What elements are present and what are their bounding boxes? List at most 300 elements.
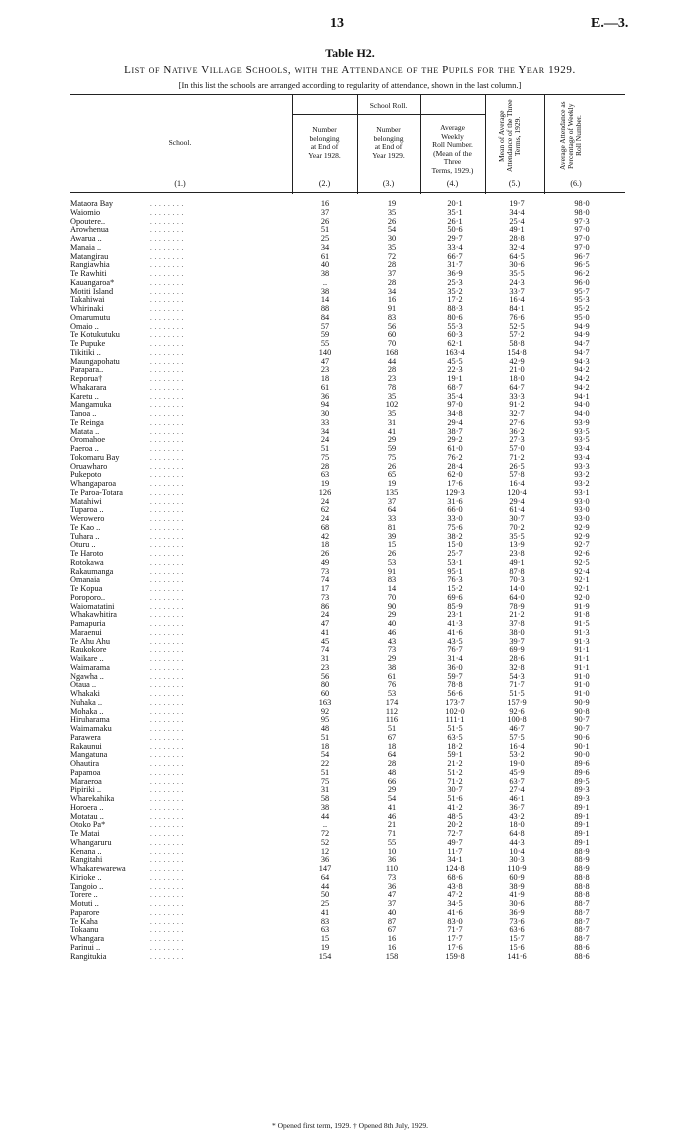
avg-weekly-roll: 53·1 (447, 557, 463, 567)
mean-attendance: 38·9 (509, 881, 525, 891)
table-row (70, 603, 630, 612)
school-name: Mataora Bay (70, 199, 114, 208)
table-row (70, 673, 630, 682)
avg-weekly-roll: 22·3 (447, 365, 463, 375)
roll-1928: 74 (320, 645, 330, 655)
table-row (70, 769, 630, 778)
mean-attendance: 34·4 (509, 207, 525, 217)
mean-attendance: 57·8 (509, 470, 525, 480)
avg-weekly-roll: 20·2 (447, 820, 463, 830)
roll-1928: 126 (318, 487, 332, 497)
roll-1929: 76 (387, 680, 397, 690)
leader-dots: . . . . . . . . (150, 453, 184, 462)
attendance-percent: 89·1 (574, 829, 590, 838)
roll-1929: 53 (387, 689, 397, 698)
mean-attendance: 70·2 (509, 522, 525, 532)
roll-1929: 66 (387, 776, 397, 786)
leader-dots: . . . . . . . . (150, 357, 184, 366)
leader-dots: . . . . . . . . (150, 926, 184, 935)
mean-attendance: 141·6 (507, 951, 527, 961)
mean-attendance: 21·2 (509, 610, 525, 620)
header-col3: Number belonging at End of Year 1929. (372, 125, 405, 160)
avg-weekly-roll: 66·0 (447, 505, 463, 515)
mean-attendance: 49·1 (509, 557, 525, 567)
table-row (70, 655, 630, 664)
school-name: Poroporo.. (70, 592, 106, 602)
school-name: Pipiriki .. (70, 785, 102, 795)
attendance-percent: 91·8 (574, 610, 590, 620)
table-row (70, 506, 630, 515)
table-row (70, 366, 630, 375)
roll-1929: 91 (387, 304, 397, 313)
roll-1929: 18 (387, 741, 397, 751)
table-row (70, 830, 630, 839)
roll-1929: 28 (387, 759, 397, 768)
roll-1929: 46 (387, 811, 397, 821)
leader-dots: . . . . . . . . (150, 725, 184, 733)
attendance-percent: 94·3 (574, 356, 590, 366)
roll-1929: 16 (387, 942, 397, 952)
leader-dots: . . . . . . . . (150, 348, 184, 357)
roll-1929: 16 (387, 295, 397, 305)
avg-weekly-roll: 111·1 (445, 715, 465, 725)
school-name: Te Rawhiti (70, 269, 107, 278)
avg-weekly-roll: 11·7 (447, 846, 463, 856)
table-row (70, 848, 630, 857)
avg-weekly-roll: 62·1 (447, 339, 463, 348)
attendance-percent: 89·5 (574, 776, 590, 786)
school-name: Awarua .. (70, 234, 102, 243)
leader-dots: . . . . . . . . (150, 340, 184, 348)
roll-1928: 28 (320, 461, 330, 471)
roll-1928: 31 (320, 654, 330, 663)
avg-weekly-roll: 102·0 (445, 706, 465, 716)
roll-1928: 38 (320, 269, 330, 278)
school-name: Werowero (70, 514, 105, 523)
school-name: Ngawha .. (70, 671, 104, 681)
roll-1929: 67 (387, 925, 397, 935)
avg-weekly-roll: 17·2 (447, 295, 463, 305)
attendance-percent: 90·9 (574, 697, 590, 707)
avg-weekly-roll: 124·8 (445, 864, 465, 873)
school-name: Oromahoe (70, 435, 106, 445)
attendance-percent: 91·3 (574, 636, 590, 646)
roll-1929: 67 (387, 732, 397, 742)
avg-weekly-roll: 17·7 (447, 934, 463, 943)
table-row (70, 699, 630, 708)
roll-1928: 14 (320, 295, 330, 305)
roll-1928: 60 (320, 689, 330, 698)
mean-attendance: 33·7 (509, 286, 525, 296)
attendance-percent: 89·1 (574, 802, 590, 812)
avg-weekly-roll: 88·3 (447, 304, 463, 313)
leader-dots: . . . . . . . . (150, 917, 184, 926)
attendance-percent: 97·0 (574, 225, 590, 235)
roll-1928: 38 (320, 286, 330, 296)
roll-1928: 94 (320, 400, 330, 410)
table-row (70, 218, 630, 227)
col-number: (4.) (446, 179, 459, 188)
table-row (70, 620, 630, 629)
attendance-percent: 88·9 (574, 846, 590, 856)
leader-dots: . . . . . . . . (150, 445, 184, 453)
table-row (70, 751, 630, 760)
roll-1928: 58 (320, 794, 330, 803)
school-name: Parinui .. (70, 942, 101, 952)
roll-1928: 62 (320, 505, 330, 515)
school-name: Nuhaka .. (70, 697, 103, 707)
roll-1929: 64 (387, 505, 397, 515)
roll-1928: 154 (318, 951, 332, 961)
school-name: Whangara (70, 934, 105, 943)
leader-dots: . . . . . . . . (150, 620, 184, 628)
attendance-percent: 89·6 (574, 767, 590, 777)
attendance-percent: 92·0 (574, 592, 590, 602)
roll-1928: 51 (320, 732, 330, 742)
leader-dots: . . . . . . . . (150, 383, 184, 392)
school-name: Mangamuka (70, 400, 112, 410)
school-name: Parawera (70, 732, 101, 742)
table-row (70, 270, 630, 279)
leader-dots: . . . . . . . . (150, 908, 184, 917)
mean-attendance: 25·4 (509, 216, 525, 226)
roll-1929: 87 (387, 916, 397, 926)
attendance-percent: 96·5 (574, 260, 590, 270)
attendance-percent: 89·1 (574, 811, 590, 821)
avg-weekly-roll: 76·7 (447, 645, 463, 655)
avg-weekly-roll: 19·1 (447, 374, 463, 383)
leader-dots: . . . . . . . . (150, 296, 184, 305)
school-name: Te Kaha (70, 916, 98, 926)
mean-attendance: 19·7 (509, 199, 525, 208)
table-row (70, 515, 630, 524)
roll-1928: 73 (320, 592, 330, 602)
avg-weekly-roll: 51·5 (447, 724, 463, 733)
roll-1929: 116 (385, 715, 399, 725)
school-name: Rotokawa (70, 557, 104, 567)
school-name: Parapara.. (70, 365, 104, 375)
table-row (70, 288, 630, 297)
leader-dots: . . . . . . . . (150, 252, 184, 261)
roll-1928: 38 (320, 802, 330, 812)
roll-1929: 36 (387, 881, 397, 891)
roll-1929: 26 (387, 216, 397, 226)
avg-weekly-roll: 76·3 (447, 575, 463, 585)
leader-dots: . . . . . . . . (150, 471, 184, 480)
roll-1929: 43 (387, 636, 397, 646)
mean-attendance: 71·7 (509, 680, 525, 690)
attendance-percent: 92·7 (574, 540, 590, 550)
leader-dots: . . . . . . . . (150, 690, 184, 698)
roll-1929: 28 (387, 260, 397, 270)
leader-dots: . . . . . . . . (150, 742, 184, 751)
attendance-percent: 97·3 (574, 216, 590, 226)
leader-dots: . . . . . . . . (150, 707, 184, 716)
table-row (70, 856, 630, 865)
roll-1929: 83 (387, 575, 397, 585)
roll-1928: 75 (320, 776, 330, 786)
leader-dots: . . . . . . . . (150, 935, 184, 943)
school-name: Matata .. (70, 426, 100, 436)
avg-weekly-roll: 34·5 (447, 899, 463, 908)
leader-dots: . . . . . . . . (150, 637, 184, 646)
leader-dots: . . . . . . . . (150, 943, 184, 952)
attendance-percent: 88·8 (574, 872, 590, 882)
roll-1928: 51 (320, 225, 330, 235)
mean-attendance: 70·3 (509, 575, 525, 585)
attendance-percent: 88·9 (574, 855, 590, 865)
avg-weekly-roll: 36·0 (447, 662, 463, 672)
table-row (70, 629, 630, 638)
avg-weekly-roll: 61·0 (447, 444, 463, 453)
avg-weekly-roll: 34·1 (447, 855, 463, 865)
roll-1928: 84 (320, 312, 330, 322)
leader-dots: . . . . . . . . (150, 751, 184, 760)
roll-1929: 29 (387, 610, 397, 620)
roll-1928: 147 (318, 864, 332, 873)
attendance-percent: 90·6 (574, 732, 590, 742)
avg-weekly-roll: 63·5 (447, 732, 463, 742)
footnote: * Opened first term, 1929. † Opened 8th July, 1929. (272, 1121, 428, 1130)
avg-weekly-roll: 62·0 (447, 470, 463, 480)
leader-dots: . . . . . . . . (150, 830, 184, 838)
table-row (70, 690, 630, 699)
mean-attendance: 92·6 (509, 706, 525, 716)
mean-attendance: 51·5 (509, 689, 525, 698)
table-row (70, 445, 630, 454)
table-row (70, 498, 630, 507)
school-name: Maraenui (70, 627, 102, 637)
school-name: Horoera .. (70, 802, 104, 812)
leader-dots: . . . . . . . . (150, 392, 184, 401)
leader-dots: . . . . . . . . (150, 576, 184, 585)
roll-1928: 80 (320, 680, 330, 690)
roll-1929: 23 (387, 374, 397, 383)
attendance-percent: 96·0 (574, 277, 590, 287)
roll-1928: 59 (320, 330, 330, 340)
avg-weekly-roll: 41·6 (447, 907, 463, 917)
school-name: Oruawharo (70, 461, 108, 471)
roll-1929: 54 (387, 225, 397, 235)
col-number: (1.) (174, 179, 186, 188)
mean-attendance: 49·1 (509, 225, 525, 235)
table-row (70, 209, 630, 218)
roll-1929: 60 (387, 330, 397, 340)
leader-dots: . . . . . . . . (150, 760, 184, 768)
leader-dots: . . . . . . . . (150, 611, 184, 620)
avg-weekly-roll: 95·1 (447, 566, 463, 576)
roll-1929: 41 (387, 802, 397, 812)
col-number: (2.) (318, 179, 331, 188)
leader-dots: . . . . . . . . (150, 313, 184, 322)
mean-attendance: 64·7 (509, 382, 525, 392)
roll-1929: 28 (387, 277, 397, 287)
mean-attendance: 64·0 (509, 592, 525, 602)
attendance-percent: 92·1 (574, 575, 590, 585)
school-name: Te Matai (70, 829, 100, 838)
avg-weekly-roll: 30·7 (447, 785, 463, 795)
roll-1928: .. (322, 820, 328, 830)
leader-dots: . . . . . . . . (150, 567, 184, 576)
school-name: Whakawhitira (70, 610, 117, 620)
roll-1928: 163 (318, 697, 332, 707)
school-name: Rangitukia (70, 951, 107, 961)
roll-1929: 34 (387, 286, 397, 296)
table-row (70, 296, 630, 305)
avg-weekly-roll: 15·0 (447, 540, 463, 550)
leader-dots: . . . . . . . . (150, 532, 184, 541)
mean-attendance: 120·4 (507, 487, 527, 497)
attendance-percent: 90·1 (574, 741, 590, 751)
mean-attendance: 35·5 (509, 531, 525, 541)
roll-1928: 37 (320, 207, 330, 217)
leader-dots: . . . . . . . . (150, 436, 184, 445)
table-row (70, 865, 630, 874)
roll-1929: 37 (387, 496, 397, 506)
table-row (70, 261, 630, 270)
attendance-percent: 88·7 (574, 907, 590, 917)
attendance-percent: 93·9 (574, 417, 590, 427)
roll-1928: 74 (320, 575, 330, 585)
attendance-percent: 93·4 (574, 444, 590, 453)
avg-weekly-roll: 47·2 (447, 890, 463, 900)
avg-weekly-roll: 45·5 (447, 356, 463, 366)
mean-attendance: 30·3 (509, 855, 525, 865)
school-name: Matahiwi (70, 496, 102, 506)
avg-weekly-roll: 31·7 (447, 260, 463, 270)
table-row (70, 533, 630, 542)
mean-attendance: 21·0 (509, 365, 525, 375)
school-name: Whangaruru (70, 837, 112, 847)
roll-1929: 29 (387, 435, 397, 445)
header-col6: Average Attendance as Percentage of Weekly Roll Number. (558, 101, 583, 171)
avg-weekly-roll: 25·7 (447, 549, 463, 558)
leader-dots: . . . . . . . . (150, 865, 184, 873)
leader-dots: . . . . . . . . (150, 278, 184, 287)
school-name: Tangoio .. (70, 881, 104, 891)
leader-dots: . . . . . . . . (150, 401, 184, 410)
roll-1928: 92 (320, 706, 330, 716)
table-row (70, 568, 630, 577)
table-row (70, 349, 630, 358)
leader-dots: . . . . . . . . (150, 226, 184, 235)
roll-1928: 24 (320, 610, 330, 620)
leader-dots: . . . . . . . . (150, 523, 184, 532)
leader-dots: . . . . . . . . (150, 803, 184, 812)
school-name: Oturu .. (70, 540, 96, 550)
school-name: Motuti .. (70, 899, 99, 908)
attendance-percent: 94·7 (574, 347, 590, 357)
roll-1929: 48 (387, 767, 397, 777)
attendance-percent: 88·7 (574, 899, 590, 908)
table-row (70, 235, 630, 244)
roll-1928: 22 (320, 759, 330, 768)
table-row (70, 375, 630, 384)
table-row (70, 436, 630, 445)
avg-weekly-roll: 15·2 (447, 584, 463, 593)
mean-attendance: 18·0 (509, 820, 525, 830)
avg-weekly-roll: 33·4 (447, 242, 463, 252)
leader-dots: . . . . . . . . (150, 602, 184, 611)
table-row (70, 200, 630, 209)
leader-dots: . . . . . . . . (150, 515, 184, 523)
mean-attendance: 91·2 (509, 400, 525, 410)
leader-dots: . . . . . . . . (150, 541, 184, 550)
school-name: Tokomaru Bay (70, 452, 120, 462)
attendance-percent: 97·0 (574, 242, 590, 252)
leader-dots: . . . . . . . . (150, 646, 184, 655)
mean-attendance: 13·9 (509, 540, 525, 550)
attendance-percent: 93·0 (574, 505, 590, 515)
attendance-percent: 91·9 (574, 601, 590, 611)
school-name: Tuhara .. (70, 531, 100, 541)
roll-1929: 39 (387, 531, 397, 541)
roll-1929: 29 (387, 785, 397, 795)
school-name: Omarumutu (70, 312, 111, 322)
attendance-percent: 93·0 (574, 496, 590, 506)
roll-1929: 28 (387, 365, 397, 375)
attendance-percent: 94·2 (574, 382, 590, 392)
table-row (70, 419, 630, 428)
roll-1928: 26 (320, 216, 330, 226)
header-col2: Number belonging at End of Year 1928. (308, 125, 341, 160)
leader-dots: . . . . . . . . (150, 462, 184, 471)
school-name: Waimamaku (70, 724, 112, 733)
header-school-roll: School Roll. (369, 101, 408, 110)
avg-weekly-roll: 71·2 (447, 776, 463, 786)
school-name: Pamapuria (70, 619, 106, 628)
avg-weekly-roll: 31·4 (447, 654, 463, 663)
school-name: Te Paroa-Totara (70, 487, 123, 497)
attendance-percent: 97·0 (574, 234, 590, 243)
school-name: Whakarara (70, 382, 107, 392)
leader-dots: . . . . . . . . (150, 672, 184, 681)
roll-1929: 35 (387, 242, 397, 252)
table-row (70, 664, 630, 673)
mean-attendance: 30·7 (509, 514, 525, 523)
leader-dots: . . . . . . . . (150, 366, 184, 375)
avg-weekly-roll: 68·6 (447, 872, 463, 882)
roll-1928: 33 (320, 417, 330, 427)
table-row (70, 541, 630, 550)
avg-weekly-roll: 35·4 (447, 391, 463, 401)
table-row (70, 410, 630, 419)
school-name: Paeroa .. (70, 444, 99, 453)
mean-attendance: 36·9 (509, 907, 525, 917)
roll-1928: 42 (320, 531, 330, 541)
roll-1929: 26 (387, 549, 397, 558)
roll-1929: 65 (387, 470, 397, 480)
attendance-percent: 93·3 (574, 461, 590, 471)
mean-attendance: 32·8 (509, 662, 525, 672)
avg-weekly-roll: 28·4 (447, 461, 463, 471)
school-name: Ohautira (70, 759, 100, 768)
mean-attendance: 87·8 (509, 566, 525, 576)
header-school: School. (168, 138, 192, 147)
roll-1928: 75 (320, 452, 330, 462)
attendance-percent: 92·9 (574, 522, 590, 532)
attendance-percent: 88·6 (574, 951, 590, 961)
avg-weekly-roll: 76·2 (447, 452, 463, 462)
avg-weekly-roll: 17·6 (447, 479, 463, 488)
roll-1928: 36 (320, 391, 330, 401)
mean-attendance: 57·0 (509, 444, 525, 453)
avg-weekly-roll: 51·6 (447, 794, 463, 803)
school-name: Hiruharama (70, 715, 110, 725)
roll-1929: 40 (387, 619, 397, 628)
roll-1928: 24 (320, 496, 330, 506)
table-row (70, 244, 630, 253)
